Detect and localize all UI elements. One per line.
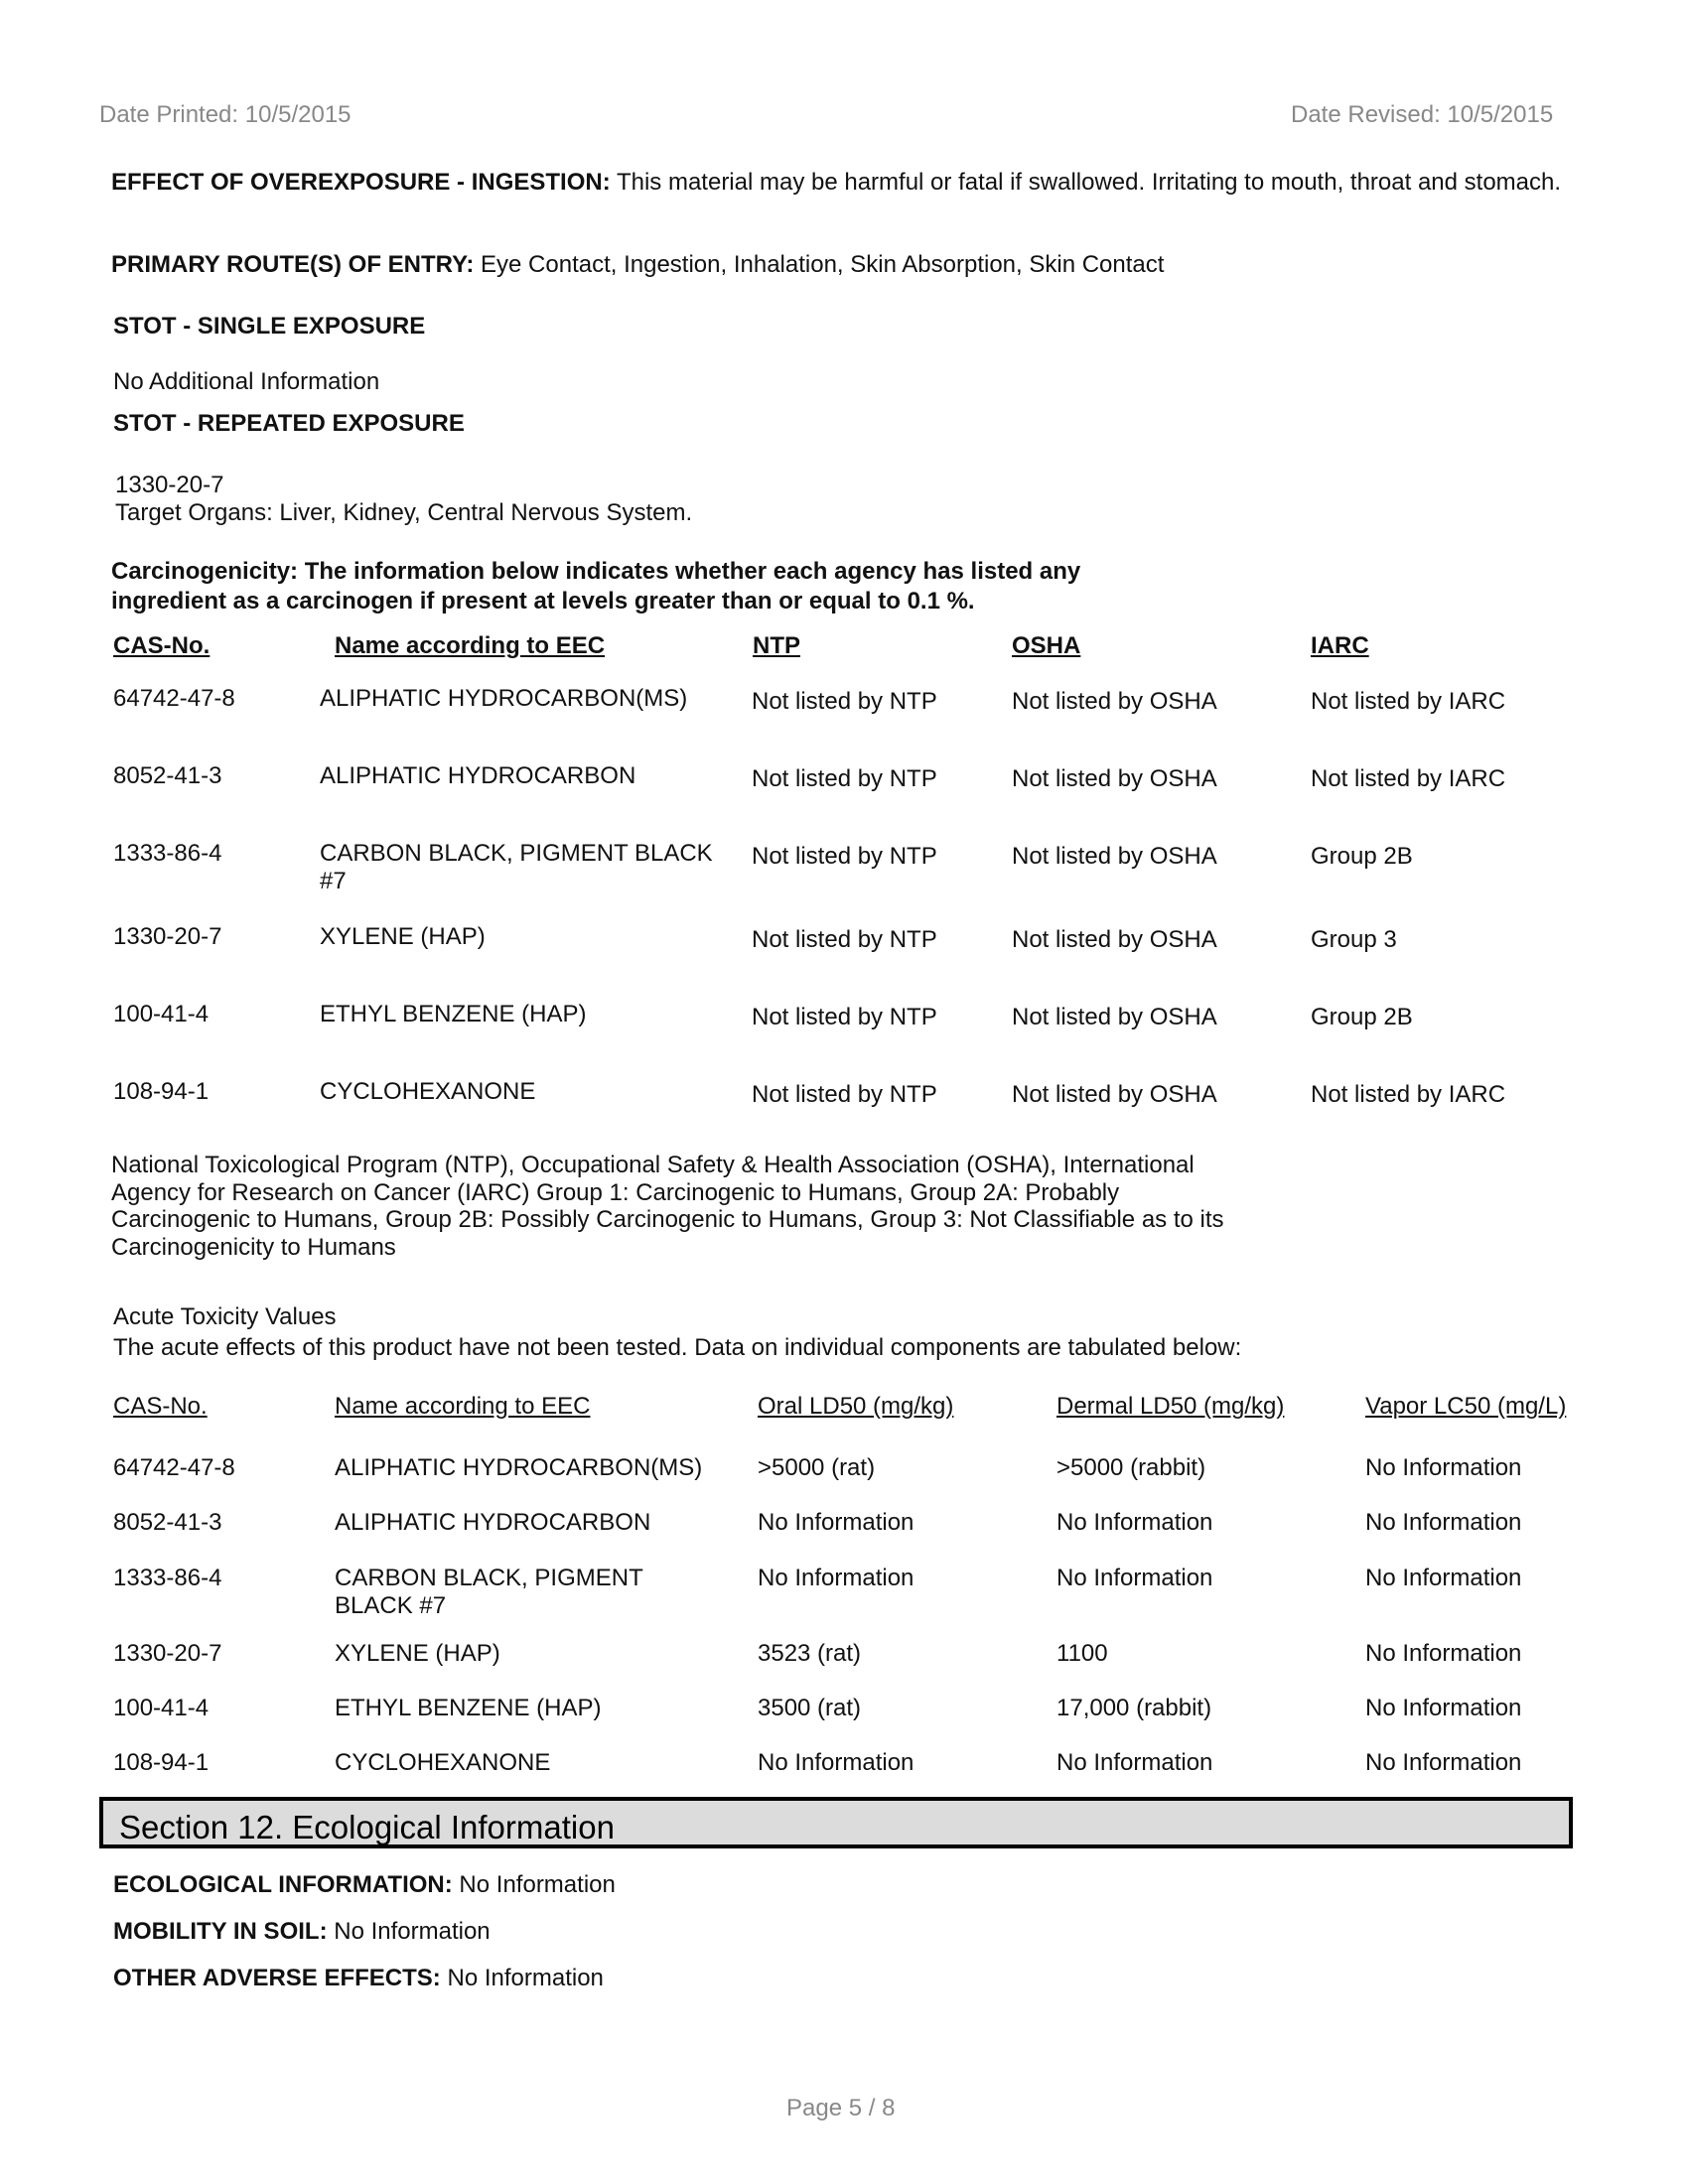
carc-osha: Not listed by OSHA	[1012, 688, 1217, 715]
acute-cas: 8052-41-3	[113, 1509, 222, 1536]
stot-repeated-text: Target Organs: Liver, Kidney, Central Nervous System.	[115, 499, 693, 526]
carc-name: XYLENE (HAP)	[320, 923, 486, 950]
carc-cas: 108-94-1	[113, 1078, 210, 1105]
acute-name: XYLENE (HAP)	[335, 1640, 500, 1667]
acute-header-name: Name according to EEC	[335, 1393, 591, 1420]
carc-osha: Not listed by OSHA	[1012, 1004, 1217, 1030]
acute-oral: 3523 (rat)	[758, 1640, 862, 1667]
mobility-in-soil-value: No Information	[327, 1918, 491, 1945]
carc-header-ntp: NTP	[753, 632, 800, 659]
acute-header-oral: Oral LD50 (mg/kg)	[758, 1393, 954, 1420]
acute-name-line2: BLACK #7	[335, 1592, 447, 1619]
acute-title: Acute Toxicity Values	[113, 1303, 337, 1330]
other-adverse-effects-value: No Information	[440, 1965, 604, 1991]
carc-cas: 100-41-4	[113, 1001, 210, 1027]
acute-dermal: 1100	[1056, 1640, 1108, 1667]
acute-cas: 1333-86-4	[113, 1565, 222, 1591]
acute-name: ALIPHATIC HYDROCARBON(MS)	[335, 1454, 703, 1481]
carc-ntp: Not listed by NTP	[752, 688, 937, 715]
other-adverse-effects-label: OTHER ADVERSE EFFECTS:	[113, 1965, 441, 1991]
primary-route	[111, 251, 1164, 279]
acute-header-cas: CAS-No.	[113, 1393, 208, 1420]
acute-vapor: No Information	[1365, 1640, 1522, 1667]
carc-iarc: Not listed by IARC	[1311, 765, 1506, 792]
acute-cas: 108-94-1	[113, 1749, 210, 1776]
acute-dermal: No Information	[1056, 1749, 1213, 1776]
acute-cas: 100-41-4	[113, 1695, 210, 1721]
acute-oral: No Information	[758, 1749, 914, 1776]
acute-text: The acute effects of this product have not been tested. Data on individual components are tabulated below:	[113, 1334, 1242, 1361]
acute-name: CYCLOHEXANONE	[335, 1749, 551, 1776]
acute-vapor: No Information	[1365, 1565, 1522, 1591]
carc-name: CYCLOHEXANONE	[320, 1078, 536, 1105]
acute-vapor: No Information	[1365, 1509, 1522, 1536]
carc-header-osha: OSHA	[1012, 632, 1081, 659]
mobility-in-soil-label: MOBILITY IN SOIL:	[113, 1918, 328, 1945]
carc-header-cas: CAS-No.	[113, 632, 211, 659]
carc-ntp: Not listed by NTP	[752, 1081, 937, 1108]
acute-name: CARBON BLACK, PIGMENT	[335, 1565, 643, 1591]
carc-iarc: Not listed by IARC	[1311, 1081, 1506, 1108]
carcinogenicity-note	[111, 1152, 1224, 1261]
carc-header-iarc: IARC	[1311, 632, 1369, 659]
carc-cas: 8052-41-3	[113, 762, 222, 789]
carc-osha: Not listed by OSHA	[1012, 926, 1217, 953]
acute-dermal: >5000 (rabbit)	[1056, 1454, 1206, 1481]
acute-name: ALIPHATIC HYDROCARBON	[335, 1509, 651, 1536]
carcinogenicity-intro-line1: Carcinogenicity: The information below indicates whether each agency has listed any	[111, 558, 1081, 585]
carc-osha: Not listed by OSHA	[1012, 843, 1217, 870]
carc-name-line2: #7	[320, 868, 347, 894]
carc-iarc: Group 2B	[1311, 1004, 1413, 1030]
carc-name: CARBON BLACK, PIGMENT BLACK	[320, 840, 713, 867]
carc-header-name: Name according to EEC	[335, 632, 606, 659]
carc-cas: 64742-47-8	[113, 685, 235, 712]
note-line: National Toxicological Program (NTP), Occupational Safety & Health Association (OSHA), International	[111, 1152, 1195, 1178]
effect-ingestion-text: This material may be harmful or fatal if swallowed. Irritating to mouth, throat and stomach.	[610, 169, 1562, 196]
carc-iarc: Not listed by IARC	[1311, 688, 1506, 715]
note-line: Carcinogenicity to Humans	[111, 1233, 396, 1261]
ecological-information	[113, 1871, 616, 1899]
stot-repeated-title: STOT - REPEATED EXPOSURE	[113, 410, 465, 437]
primary-route-text: Eye Contact, Ingestion, Inhalation, Skin Absorption, Skin Contact	[474, 251, 1165, 278]
effect-ingestion	[111, 169, 1581, 197]
acute-cas: 1330-20-7	[113, 1640, 222, 1667]
acute-oral: No Information	[758, 1509, 914, 1536]
carc-iarc: Group 3	[1311, 926, 1397, 953]
carcinogenicity-intro-line2: ingredient as a carcinogen if present at levels greater than or equal to 0.1 %.	[111, 588, 975, 614]
carc-name: ALIPHATIC HYDROCARBON(MS)	[320, 685, 688, 712]
effect-ingestion-label: EFFECT OF OVEREXPOSURE - INGESTION:	[111, 169, 611, 196]
acute-dermal: No Information	[1056, 1565, 1213, 1591]
acute-header-vapor: Vapor LC50 (mg/L)	[1365, 1393, 1567, 1420]
note-line: Carcinogenic to Humans, Group 2B: Possibly Carcinogenic to Humans, Group 3: Not Classifiable as to its	[111, 1206, 1224, 1234]
carc-osha: Not listed by OSHA	[1012, 1081, 1217, 1108]
section-12-header	[99, 1797, 1573, 1848]
carc-ntp: Not listed by NTP	[752, 843, 937, 870]
carc-name: ETHYL BENZENE (HAP)	[320, 1001, 587, 1027]
acute-vapor: No Information	[1365, 1454, 1522, 1481]
carc-ntp: Not listed by NTP	[752, 926, 937, 953]
carc-cas: 1333-86-4	[113, 840, 222, 867]
page-number: Page 5 / 8	[786, 2095, 896, 2121]
mobility-in-soil	[113, 1918, 491, 1946]
primary-route-label: PRIMARY ROUTE(S) OF ENTRY:	[111, 251, 475, 278]
acute-header-dermal: Dermal LD50 (mg/kg)	[1056, 1393, 1285, 1420]
acute-vapor: No Information	[1365, 1749, 1522, 1776]
stot-single-title: STOT - SINGLE EXPOSURE	[113, 313, 426, 340]
carc-osha: Not listed by OSHA	[1012, 765, 1217, 792]
acute-oral: >5000 (rat)	[758, 1454, 876, 1481]
carc-name: ALIPHATIC HYDROCARBON	[320, 762, 636, 789]
stot-repeated-cas: 1330-20-7	[115, 472, 224, 498]
acute-vapor: No Information	[1365, 1695, 1522, 1721]
date-printed: Date Printed: 10/5/2015	[99, 101, 352, 128]
carc-cas: 1330-20-7	[113, 923, 222, 950]
carc-ntp: Not listed by NTP	[752, 1004, 937, 1030]
acute-dermal: No Information	[1056, 1509, 1213, 1536]
acute-cas: 64742-47-8	[113, 1454, 235, 1481]
ecological-information-value: No Information	[452, 1871, 616, 1898]
date-revised: Date Revised: 10/5/2015	[1291, 101, 1554, 128]
acute-oral: No Information	[758, 1565, 914, 1591]
carc-ntp: Not listed by NTP	[752, 765, 937, 792]
ecological-information-label: ECOLOGICAL INFORMATION:	[113, 1871, 453, 1898]
stot-single-text: No Additional Information	[113, 368, 380, 395]
acute-name: ETHYL BENZENE (HAP)	[335, 1695, 602, 1721]
carc-iarc: Group 2B	[1311, 843, 1413, 870]
section-12-title: Section 12. Ecological Information	[119, 1809, 615, 1845]
note-line: Agency for Research on Cancer (IARC) Group 1: Carcinogenic to Humans, Group 2A: Probably	[111, 1178, 1120, 1206]
acute-oral: 3500 (rat)	[758, 1695, 862, 1721]
acute-dermal: 17,000 (rabbit)	[1056, 1695, 1212, 1721]
other-adverse-effects	[113, 1965, 604, 1992]
